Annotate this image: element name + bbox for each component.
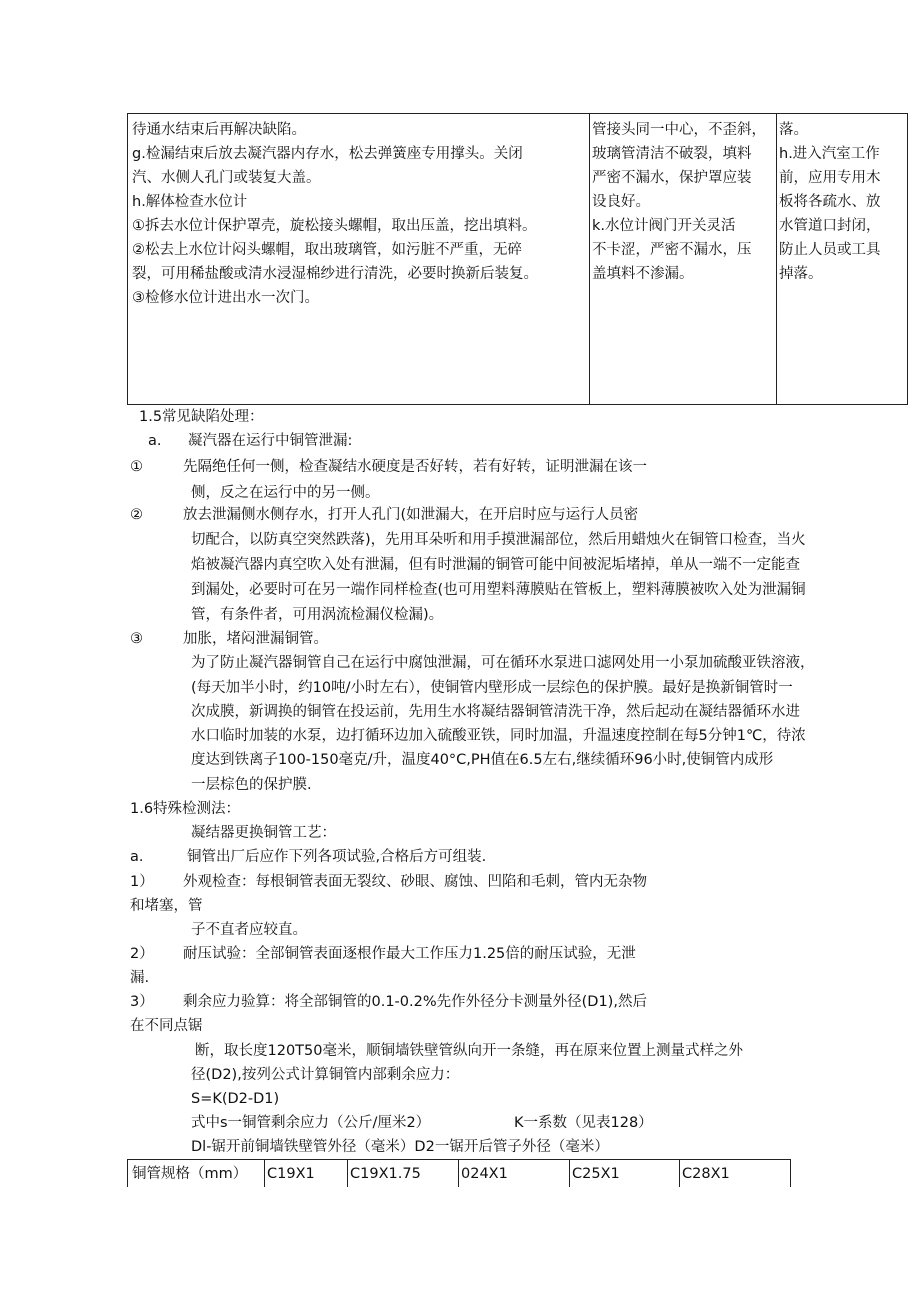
cell-line: g.检漏结束后放去凝汽器内存水，松去弹簧座专用撑头。关闭 <box>132 146 523 162</box>
paragraph-line: 管，有条件者，可用涡流检漏仪检漏)。 <box>191 607 444 623</box>
table-cell: C25X1 <box>572 1166 620 1182</box>
paragraph-line: 度达到铁离子100-150毫克/升，温度40°C,PH值在6.5左右,继续循环96小时,使铜管内成形 <box>191 752 774 768</box>
paragraph-line: 剩余应力验算：将全部铜管的0.1-0.2%先作外径分卡测量外径(D1),然后 <box>183 994 647 1010</box>
table-divider <box>458 1160 459 1187</box>
cell-line: 管接头同一中心，不歪斜， <box>592 122 766 138</box>
cell-line: 防止人员或工具 <box>779 242 881 258</box>
list-marker: ② <box>130 507 143 523</box>
cell-line: 设良好。 <box>592 194 650 210</box>
list-marker: ① <box>130 459 143 475</box>
paragraph-line: 到漏处，必要时可在另一端作同样检查(也可用塑料薄膜贴在管板上，塑料薄膜被吹入处为泄漏铜 <box>191 582 806 598</box>
table-cell: C19X1 <box>267 1166 315 1182</box>
cell-line: 汽、水侧人孔门或装复大盖。 <box>132 170 321 186</box>
section-heading: 1.6特殊检测法： <box>130 801 241 817</box>
table-divider <box>264 1160 265 1187</box>
paragraph-line: 侧，反之在运行中的另一侧。 <box>191 485 380 501</box>
paragraph-line: 子不直者应较直。 <box>191 922 307 938</box>
subheading: 凝结器更换铜管工艺： <box>191 825 336 841</box>
list-item-text: 加胀，堵闷泄漏铜管。 <box>183 631 328 647</box>
cell-line: h.解体检查水位计 <box>132 194 248 210</box>
cell-line: 待通水结束后再解决缺陷。 <box>132 122 306 138</box>
paragraph-line: 次成膜，新调换的铜管在投运前，先用生水将凝结器铜管清洗干净，然后起动在凝结器循环水进 <box>191 704 800 720</box>
table-header-cell: 铜管规格（mm） <box>132 1166 248 1182</box>
list-marker: 2） <box>130 946 154 962</box>
paragraph-line: 放去泄漏侧水侧存水，打开人孔门(如泄漏大，在开启时应与运行人员密 <box>183 507 639 523</box>
formula-definition: 式中s一铜管剩余应力（公斤/厘米2） <box>191 1115 431 1131</box>
inspection-table <box>127 113 908 405</box>
cell-line: ①拆去水位计保护罩壳，旋松接头螺帽，取出压盖，挖出填料。 <box>132 218 537 234</box>
table-divider <box>589 114 590 404</box>
paragraph-line: 和堵塞，管 <box>130 898 203 914</box>
list-item-text: 铜管出厂后应作下列各项试验,合格后方可组装. <box>187 849 487 865</box>
cell-line: ③检修水位计进出水一次门。 <box>132 290 319 306</box>
table-divider <box>776 114 777 404</box>
table-cell: C19X1.75 <box>350 1166 421 1182</box>
paragraph-line: 断，取长度120T50毫米，顺铜墙铁壁管纵向开一条缝，再在原来位置上测量式样之外 <box>195 1043 743 1059</box>
paragraph-line: 一层棕色的保护膜. <box>191 777 312 793</box>
cell-line: 落。 <box>779 122 808 138</box>
formula-definition: Dl-锯开前铜墙铁壁管外径（毫米）D2一锯开后管子外径（毫米） <box>191 1139 609 1155</box>
cell-line: 板将各疏水、放 <box>779 194 881 210</box>
table-divider <box>347 1160 348 1187</box>
paragraph-line: 焰被凝汽器内真空吹入处有泄漏，但有时泄漏的铜管可能中间被泥垢堵掉，单从一端不一定能查 <box>191 557 800 573</box>
paragraph-line: 外观检查：每根铜管表面无裂纹、砂眼、腐蚀、凹陷和毛刺，管内无杂物 <box>183 874 647 890</box>
paragraph-line: (每天加半小时，约10吨/小时左右），使铜管内壁形成一层综色的保护膜。最好是换新铜管时一 <box>191 680 793 696</box>
cell-line: 水管道口封闭， <box>779 218 881 234</box>
paragraph-line: 径(D2),按列公式计算铜管内部剩余应力： <box>191 1067 460 1083</box>
cell-line: 裂，可用稀盐酸或清水浸湿棉纱进行清洗，必要时换新后装复。 <box>132 266 538 282</box>
cell-line: ②松去上水位计闷头螺帽，取出玻璃管，如污脏不严重，无碎 <box>132 242 522 258</box>
list-marker: a. <box>148 433 162 449</box>
paragraph-line: 先隔绝任何一侧，检查凝结水硬度是否好转，若有好转，证明泄漏在该一 <box>183 459 647 475</box>
table-cell-procedure <box>132 118 587 310</box>
paragraph-line: 为了防止凝汽器铜管自己在运行中腐蚀泄漏，可在循环水泵进口滤网处用一小泵加硫酸亚铁溶液， <box>191 655 815 671</box>
paragraph-line: 在不同点锯 <box>130 1018 203 1034</box>
paragraph-line: 耐压试验：全部铜管表面逐根作最大工作压力1.25倍的耐压试验，无泄 <box>183 946 636 962</box>
cell-line: 不卡涩，严密不漏水，压 <box>592 242 752 258</box>
list-item-text: 凝汽器在运行中铜管泄漏: <box>188 433 353 449</box>
list-marker: 3） <box>130 994 154 1010</box>
formula: S=K(D2-D1) <box>191 1091 280 1107</box>
table-cell: C28X1 <box>682 1166 730 1182</box>
cell-line: 盖填料不渗漏。 <box>592 266 694 282</box>
table-cell-standard <box>592 118 775 286</box>
cell-line: 严密不漏水，保护罩应装 <box>592 170 752 186</box>
paragraph-line: 漏. <box>130 970 150 986</box>
paragraph-line: 水口临时加装的水泵，边打循环边加入硫酸亚铁，同时加温，升温速度控制在每5分钟1℃，待浓 <box>191 728 806 744</box>
formula-definition: K一系数（见表128） <box>514 1115 653 1131</box>
cell-line: k.水位计阀门开关灵活 <box>592 218 736 234</box>
table-cell-safety <box>779 118 907 286</box>
table-divider <box>569 1160 570 1187</box>
pipe-spec-table <box>127 1159 791 1187</box>
list-marker: 1） <box>130 874 154 890</box>
cell-line: 前，应用专用木 <box>779 170 881 186</box>
cell-line: 掉落。 <box>779 266 823 282</box>
table-divider <box>679 1160 680 1187</box>
section-heading: 1.5常见缺陷处理： <box>139 409 264 425</box>
cell-line: 玻璃管清洁不破裂，填料 <box>592 146 752 162</box>
list-marker: ③ <box>130 631 143 647</box>
cell-line: h.进入汽室工作 <box>779 146 880 162</box>
paragraph-line: 切配合，以防真空突然跌落)，先用耳朵听和用手摸泄漏部位，然后用蜡烛火在铜管口检查，当火 <box>191 532 806 548</box>
list-marker: a. <box>130 849 144 865</box>
table-cell: 024X1 <box>461 1166 508 1182</box>
